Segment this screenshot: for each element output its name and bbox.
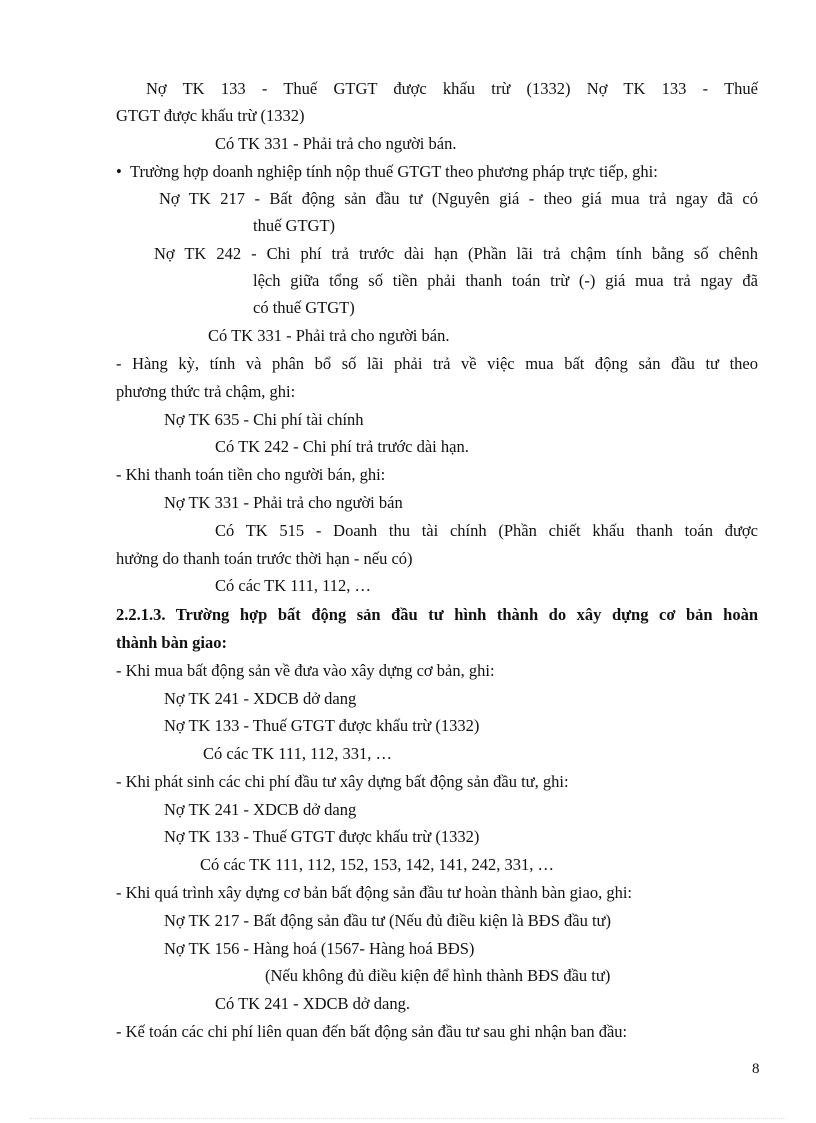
text-line: Nợ TK 241 - XDCB dở dang	[164, 800, 357, 819]
text-line: Có TK 241 - XDCB dở dang.	[215, 994, 410, 1013]
text-line: thuế GTGT)	[253, 216, 336, 235]
text-line: Nợ TK 635 - Chi phí tài chính	[164, 410, 364, 429]
text-line: Có các TK 111, 112, 331, …	[203, 744, 392, 763]
text-line: (Nếu không đủ điều kiện để hình thành BĐS đầu tư)	[265, 966, 611, 985]
text-line: Có TK 331 - Phải trả cho người bán.	[215, 134, 457, 153]
text-line: Nợ TK 156 - Hàng hoá (1567- Hàng hoá BĐS)	[164, 939, 475, 958]
section-heading: thành bàn giao:	[116, 633, 227, 652]
text-line: Có các TK 111, 112, …	[215, 576, 371, 595]
text-line: - Khi thanh toán tiền cho người bán, ghi:	[116, 465, 386, 484]
page-number: 8	[752, 1061, 760, 1077]
text-line: Có TK 515 - Doanh thu tài chính (Phần chiết khấu thanh toán được	[215, 521, 758, 540]
footer-divider	[30, 1118, 786, 1119]
text-line: Có TK 331 - Phải trả cho người bán.	[208, 326, 450, 345]
text-line: phương thức trả chậm, ghi:	[116, 382, 296, 401]
text-line: - Khi quá trình xây dựng cơ bản bất động sản đầu tư hoàn thành bàn giao, ghi:	[116, 883, 633, 902]
text-line: Có các TK 111, 112, 152, 153, 142, 141, 242, 331, …	[200, 855, 554, 874]
text-line: Nợ TK 331 - Phải trả cho người bán	[164, 493, 403, 512]
text-line: GTGT được khấu trừ (1332)	[116, 106, 305, 125]
bullet-icon: •	[116, 162, 122, 181]
text-line: Nợ TK 133 - Thuế GTGT được khấu trừ (1332)	[164, 827, 480, 846]
bullet-text: Trường hợp doanh nghiệp tính nộp thuế GTGT theo phương pháp trực tiếp, ghi:	[130, 162, 658, 181]
text-line: - Khi phát sinh các chi phí đầu tư xây dựng bất động sản đầu tư, ghi:	[116, 772, 569, 791]
section-heading: 2.2.1.3. Trường hợp bất động sản đầu tư hình thành do xây dựng cơ bản hoàn	[116, 605, 758, 624]
text-line: Nợ TK 133 - Thuế GTGT được khấu trừ (1332)	[164, 716, 480, 735]
text-line: Nợ TK 217 - Bất động sản đầu tư (Nguyên giá - theo giá mua trả ngay đã có	[159, 189, 758, 208]
bullet-line	[116, 162, 758, 182]
text-line: Có TK 242 - Chi phí trả trước dài hạn.	[215, 437, 469, 456]
text-line: - Hàng kỳ, tính và phân bổ số lãi phải trả về việc mua bất động sản đầu tư theo	[116, 354, 758, 373]
text-line: lệch giữa tổng số tiền phải thanh toán trừ (-) giá mua trả ngay đã	[253, 271, 758, 290]
text-line: Nợ TK 242 - Chi phí trả trước dài hạn (Phần lãi trả chậm tính bằng số chênh	[154, 244, 758, 263]
text-line: - Kế toán các chi phí liên quan đến bất động sản đầu tư sau ghi nhận ban đầu:	[116, 1022, 628, 1041]
text-line: hưởng do thanh toán trước thời hạn - nếu có)	[116, 549, 413, 568]
text-line: Nợ TK 133 - Thuế GTGT được khấu trừ (1332) Nợ TK 133 - Thuế	[146, 79, 758, 98]
text-line: Nợ TK 217 - Bất động sản đầu tư (Nếu đủ điều kiện là BĐS đầu tư)	[164, 911, 611, 930]
text-line: Nợ TK 241 - XDCB dở dang	[164, 689, 357, 708]
text-line: - Khi mua bất động sản về đưa vào xây dựng cơ bản, ghi:	[116, 661, 495, 680]
text-line: có thuế GTGT)	[253, 298, 355, 317]
